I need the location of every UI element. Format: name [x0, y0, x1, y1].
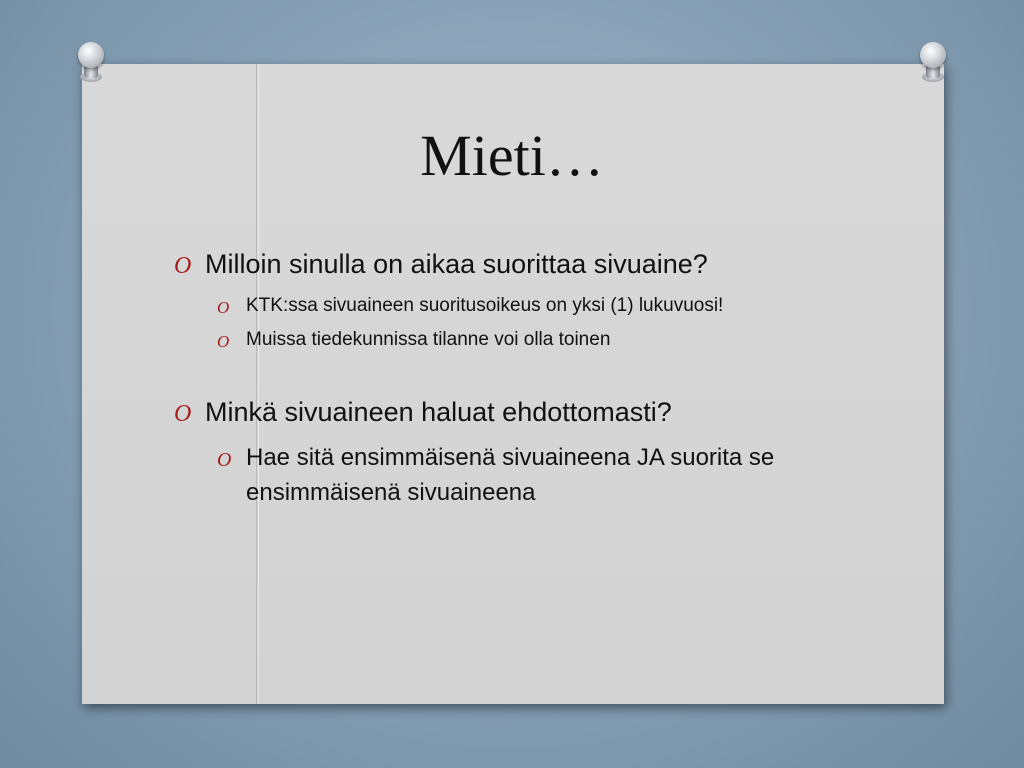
pushpin-right-icon	[918, 42, 948, 82]
sub-bullet-text: Muissa tiedekunnissa tilanne voi olla toinen	[246, 329, 611, 350]
bullet-list	[172, 246, 832, 510]
bullet-marker-icon: O	[217, 449, 232, 471]
bullet-marker-icon: O	[217, 298, 230, 317]
bullet-text: Milloin sinulla on aikaa suorittaa sivuaine?	[205, 249, 708, 279]
sub-bullet-text: KTK:ssa sivuaineen suoritusoikeus on yksi (1) lukuvuosi!	[246, 295, 724, 316]
sub-bullet-text: Hae sitä ensimmäisenä sivuaineena JA suorita se ensimmäisenä sivuaineena	[246, 444, 775, 506]
bullet-item	[172, 394, 832, 430]
bullet-item	[172, 246, 832, 282]
bullet-marker-icon: O	[174, 253, 192, 279]
sub-bullet-item	[172, 440, 806, 510]
pushpin-left-icon	[76, 42, 106, 82]
bullet-text: Minkä sivuaineen haluat ehdottomasti?	[205, 397, 672, 427]
sub-bullet-item	[172, 326, 832, 354]
bullet-marker-icon: O	[217, 332, 230, 351]
slide-title: Mieti…	[420, 123, 604, 188]
sub-bullet-item	[172, 292, 766, 320]
bullet-marker-icon: O	[174, 401, 192, 427]
